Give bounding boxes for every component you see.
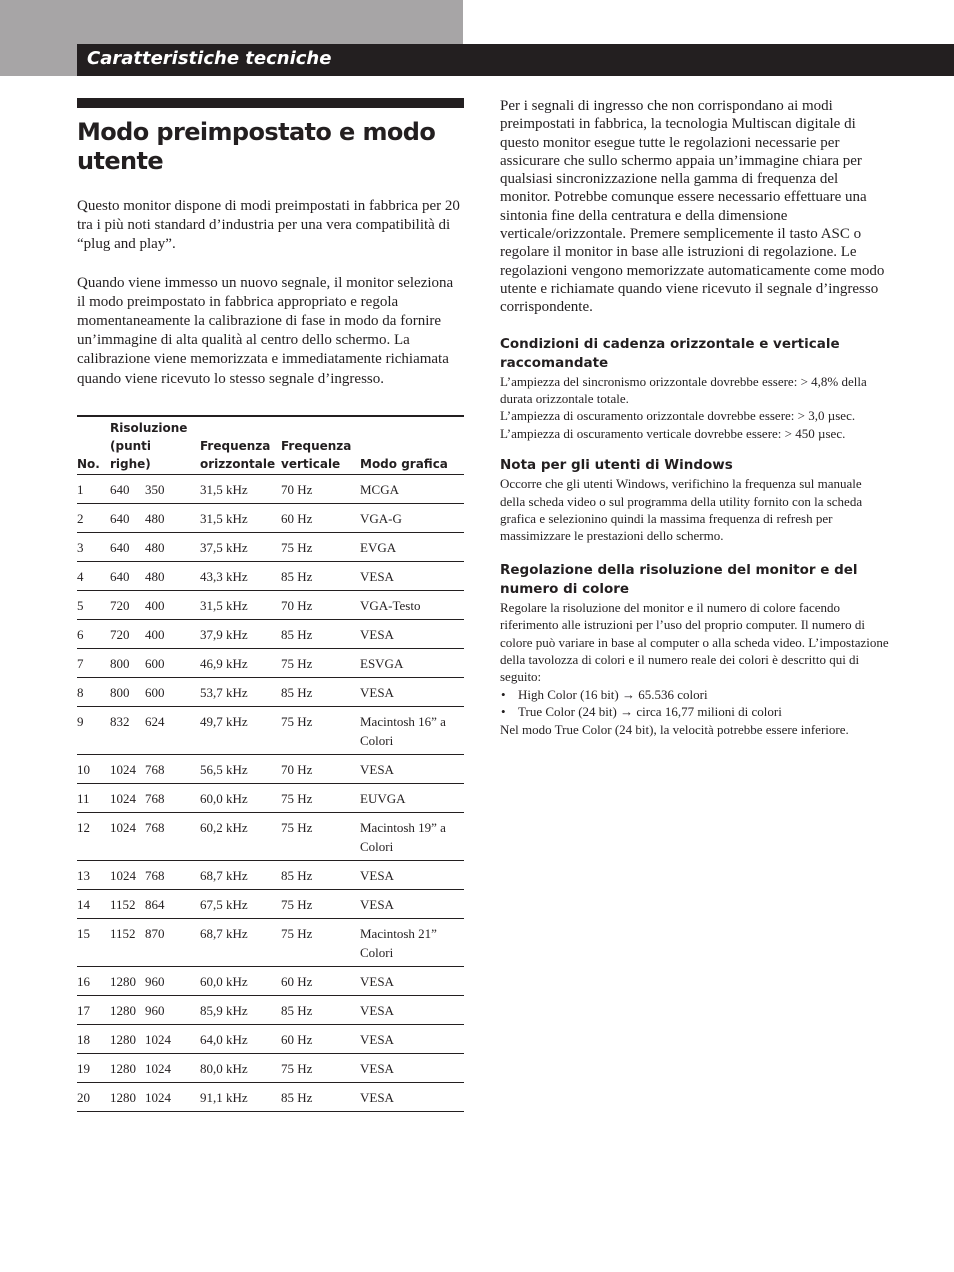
header-res-lines: righe)	[110, 457, 151, 471]
table-row	[77, 996, 464, 1025]
cell-no: 12	[77, 813, 110, 861]
cell-h-res: 1280	[110, 1083, 145, 1112]
cell-no: 9	[77, 707, 110, 755]
cell-vfreq: 85 Hz	[281, 996, 360, 1025]
cell-mode: VESA	[360, 1083, 464, 1112]
cell-hfreq: 85,9 kHz	[200, 996, 281, 1025]
cell-h-res: 800	[110, 678, 145, 707]
header-mode: Modo grafica	[360, 416, 464, 475]
cell-vfreq: 75 Hz	[281, 813, 360, 861]
windows-text: Occorre che gli utenti Windows, verifichino la frequenza sul manuale della scheda video o sul programma della utility fornito con la scheda grafica e selezionino quindi la massima frequenza di refresh per massimizzare le prestazioni dello schermo.	[500, 476, 863, 544]
cell-v-res: 960	[145, 996, 200, 1025]
bullet-icon: •	[501, 686, 506, 702]
table-row	[77, 533, 464, 562]
header-resolution: Risoluzione (puntirighe)	[110, 416, 200, 475]
cell-v-res: 1024	[145, 1083, 200, 1112]
cell-hfreq: 68,7 kHz	[200, 861, 281, 890]
cell-vfreq: 85 Hz	[281, 620, 360, 649]
cell-h-res: 720	[110, 620, 145, 649]
cell-no: 7	[77, 649, 110, 678]
cell-h-res: 832	[110, 707, 145, 755]
cell-mode: VESA	[360, 755, 464, 784]
cell-no: 5	[77, 591, 110, 620]
cell-h-res: 640	[110, 504, 145, 533]
cell-h-res: 1152	[110, 919, 145, 967]
intro-paragraph: Questo monitor dispone di modi preimpostati in fabbrica per 20 tra i più noti standard d’industria per una vera compatibilità di “plug and play”.	[77, 198, 460, 253]
table-row	[77, 1083, 464, 1112]
cell-hfreq: 91,1 kHz	[200, 1083, 281, 1112]
cell-vfreq: 75 Hz	[281, 890, 360, 919]
table-row	[77, 861, 464, 890]
cell-no: 20	[77, 1083, 110, 1112]
regolazione-note: Nel modo True Color (24 bit), la velocità potrebbe essere inferiore.	[500, 721, 849, 737]
cell-vfreq: 70 Hz	[281, 755, 360, 784]
cell-mode: VGA-Testo	[360, 591, 464, 620]
bullet-icon: •	[501, 704, 506, 720]
cell-hfreq: 31,5 kHz	[200, 504, 281, 533]
table-row	[77, 755, 464, 784]
cell-vfreq: 60 Hz	[281, 504, 360, 533]
cell-vfreq: 85 Hz	[281, 1083, 360, 1112]
title-rule	[77, 98, 464, 108]
cell-vfreq: 60 Hz	[281, 967, 360, 996]
cell-v-res: 400	[145, 591, 200, 620]
header-res-points: (punti	[110, 439, 152, 453]
cell-no: 15	[77, 919, 110, 967]
cell-v-res: 624	[145, 707, 200, 755]
calibration-paragraph: Quando viene immesso un nuovo segnale, il monitor seleziona il modo preimpostato in fabbrica appropriato e regola momentaneamente la calibrazione di fase in modo da fornire un’immagine di alta qualità al centro dello schermo. La calibrazione viene memorizzata e immediatamente richiamata quando viene ricevuto lo stesso segnale d’ingresso.	[77, 274, 454, 387]
cell-hfreq: 64,0 kHz	[200, 1025, 281, 1054]
header-vfreq: Frequenza verticale	[281, 416, 360, 475]
cell-hfreq: 67,5 kHz	[200, 890, 281, 919]
header-hfreq: Frequenza orizzontale	[200, 416, 281, 475]
cell-no: 4	[77, 562, 110, 591]
cell-mode: EVGA	[360, 533, 464, 562]
cell-mode: VGA-G	[360, 504, 464, 533]
cell-mode: VESA	[360, 620, 464, 649]
cell-v-res: 600	[145, 649, 200, 678]
cell-h-res: 1280	[110, 996, 145, 1025]
cell-mode: EUVGA	[360, 784, 464, 813]
cell-mode: Macintosh 16” a Colori	[360, 707, 464, 755]
cell-no: 6	[77, 620, 110, 649]
cell-vfreq: 75 Hz	[281, 919, 360, 967]
table-row	[77, 967, 464, 996]
table-row	[77, 784, 464, 813]
cell-mode: ESVGA	[360, 649, 464, 678]
cell-v-res: 768	[145, 861, 200, 890]
cadenza-heading: Condizioni di cadenza orizzontale e verticale raccomandate	[500, 335, 840, 371]
cell-h-res: 720	[110, 591, 145, 620]
cell-vfreq: 70 Hz	[281, 475, 360, 504]
cell-hfreq: 31,5 kHz	[200, 475, 281, 504]
cell-mode: MCGA	[360, 475, 464, 504]
right-column	[500, 97, 890, 738]
section-title: Caratteristiche tecniche	[87, 48, 332, 69]
cell-no: 13	[77, 861, 110, 890]
cell-mode: VESA	[360, 1025, 464, 1054]
cell-v-res: 768	[145, 784, 200, 813]
cell-v-res: 480	[145, 562, 200, 591]
page-title: Modo preimpostato e modo utente	[77, 118, 436, 175]
regolazione-heading: Regolazione della risoluzione del monitor e del numero di colore	[500, 561, 858, 597]
cell-hfreq: 68,7 kHz	[200, 919, 281, 967]
cell-hfreq: 49,7 kHz	[200, 707, 281, 755]
table-row	[77, 475, 464, 504]
cell-hfreq: 60,0 kHz	[200, 784, 281, 813]
cell-mode: VESA	[360, 562, 464, 591]
cell-hfreq: 53,7 kHz	[200, 678, 281, 707]
multiscan-paragraph: Per i segnali di ingresso che non corrispondano ai modi preimpostati in fabbrica, la tecnologia Multiscan digitale di questo monitor esegue tutte le regolazioni necessarie per assicurare che sullo schermo appaia un’immagine chiara per qualsiasi sincronizzazione nella gamma di frequenza del monitor. Potrebbe comunque essere necessario effettuare una sintonia fine della centratura e della dimensione verticale/orizzontale. Premere semplicemente il tasto ASC o regolare il monitor in base alle istruzioni di regolazione. Le regolazioni vengono memorizzate automaticamente come modo utente e richiamate quando viene ricevuto il segnale d’ingresso corrispondente.	[500, 98, 885, 316]
list-item: • True Color (24 bit) → circa 16,77 milioni di colori	[501, 704, 782, 720]
cell-hfreq: 37,9 kHz	[200, 620, 281, 649]
cell-h-res: 1280	[110, 1054, 145, 1083]
cadenza-line: L’ampiezza di oscuramento verticale dovrebbe essere: > 450 µsec.	[500, 425, 846, 441]
table-row	[77, 707, 464, 755]
table-row	[77, 1025, 464, 1054]
cell-mode: VESA	[360, 678, 464, 707]
cell-mode: VESA	[360, 967, 464, 996]
cell-v-res: 1024	[145, 1025, 200, 1054]
table-row	[77, 620, 464, 649]
cell-h-res: 1024	[110, 861, 145, 890]
regolazione-text: Regolare la risoluzione del monitor e il numero di colore facendo riferimento alle istruzioni per l’uso del proprio computer. Il numero di colore può variare in base al computer o alla scheda video. L’impostazione della tavolozza di colori e il numero reale dei colori è descritto qui di seguito:	[500, 599, 889, 685]
table-row	[77, 1054, 464, 1083]
cell-vfreq: 75 Hz	[281, 784, 360, 813]
cadenza-line: L’ampiezza di oscuramento orizzontale dovrebbe essere: > 3,0 µsec.	[500, 408, 856, 424]
cell-hfreq: 60,0 kHz	[200, 967, 281, 996]
cell-vfreq: 60 Hz	[281, 1025, 360, 1054]
left-column	[77, 98, 464, 389]
table-row	[77, 591, 464, 620]
cell-mode: VESA	[360, 1054, 464, 1083]
cell-vfreq: 70 Hz	[281, 591, 360, 620]
cell-hfreq: 80,0 kHz	[200, 1054, 281, 1083]
cell-h-res: 800	[110, 649, 145, 678]
cell-mode: Macintosh 19” a Colori	[360, 813, 464, 861]
cell-no: 1	[77, 475, 110, 504]
cell-vfreq: 75 Hz	[281, 533, 360, 562]
cell-no: 14	[77, 890, 110, 919]
windows-heading: Nota per gli utenti di Windows	[500, 457, 733, 474]
cell-mode: VESA	[360, 890, 464, 919]
cell-h-res: 640	[110, 562, 145, 591]
table-row	[77, 813, 464, 861]
cell-no: 2	[77, 504, 110, 533]
cadenza-line: L’ampiezza del sincronismo orizzontale dovrebbe essere: > 4,8% della durata orizzontale totale.	[500, 373, 867, 406]
cell-no: 18	[77, 1025, 110, 1054]
cell-v-res: 768	[145, 755, 200, 784]
cell-v-res: 768	[145, 813, 200, 861]
cell-v-res: 480	[145, 504, 200, 533]
cell-h-res: 1280	[110, 967, 145, 996]
header-no: No.	[77, 416, 110, 475]
cell-h-res: 1024	[110, 755, 145, 784]
color-list	[500, 686, 890, 721]
cell-h-res: 1280	[110, 1025, 145, 1054]
cell-no: 16	[77, 967, 110, 996]
cell-mode: Macintosh 21” Colori	[360, 919, 464, 967]
cell-no: 11	[77, 784, 110, 813]
cell-no: 17	[77, 996, 110, 1025]
cell-vfreq: 75 Hz	[281, 1054, 360, 1083]
cell-hfreq: 60,2 kHz	[200, 813, 281, 861]
preset-modes-table	[77, 415, 464, 1112]
cell-v-res: 1024	[145, 1054, 200, 1083]
cell-h-res: 1152	[110, 890, 145, 919]
cell-no: 10	[77, 755, 110, 784]
cell-hfreq: 56,5 kHz	[200, 755, 281, 784]
table-row	[77, 678, 464, 707]
cell-h-res: 640	[110, 475, 145, 504]
cell-mode: VESA	[360, 861, 464, 890]
section-header-bar	[77, 44, 954, 76]
cell-hfreq: 46,9 kHz	[200, 649, 281, 678]
table-row	[77, 562, 464, 591]
cell-vfreq: 75 Hz	[281, 707, 360, 755]
cell-v-res: 480	[145, 533, 200, 562]
cell-no: 19	[77, 1054, 110, 1083]
cell-hfreq: 37,5 kHz	[200, 533, 281, 562]
table-row	[77, 919, 464, 967]
cell-v-res: 400	[145, 620, 200, 649]
cell-v-res: 864	[145, 890, 200, 919]
table-header-row	[77, 416, 464, 475]
cell-v-res: 870	[145, 919, 200, 967]
cell-vfreq: 85 Hz	[281, 678, 360, 707]
cell-v-res: 600	[145, 678, 200, 707]
cell-h-res: 1024	[110, 813, 145, 861]
cell-v-res: 350	[145, 475, 200, 504]
list-item: • High Color (16 bit) → 65.536 colori	[501, 686, 708, 702]
cell-h-res: 1024	[110, 784, 145, 813]
cell-no: 3	[77, 533, 110, 562]
cell-hfreq: 31,5 kHz	[200, 591, 281, 620]
cell-vfreq: 75 Hz	[281, 649, 360, 678]
cell-no: 8	[77, 678, 110, 707]
table-body	[77, 475, 464, 1112]
cell-vfreq: 85 Hz	[281, 861, 360, 890]
cell-v-res: 960	[145, 967, 200, 996]
cell-vfreq: 85 Hz	[281, 562, 360, 591]
table-row	[77, 890, 464, 919]
table-row	[77, 504, 464, 533]
cell-mode: VESA	[360, 996, 464, 1025]
cell-h-res: 640	[110, 533, 145, 562]
cell-hfreq: 43,3 kHz	[200, 562, 281, 591]
table-row	[77, 649, 464, 678]
